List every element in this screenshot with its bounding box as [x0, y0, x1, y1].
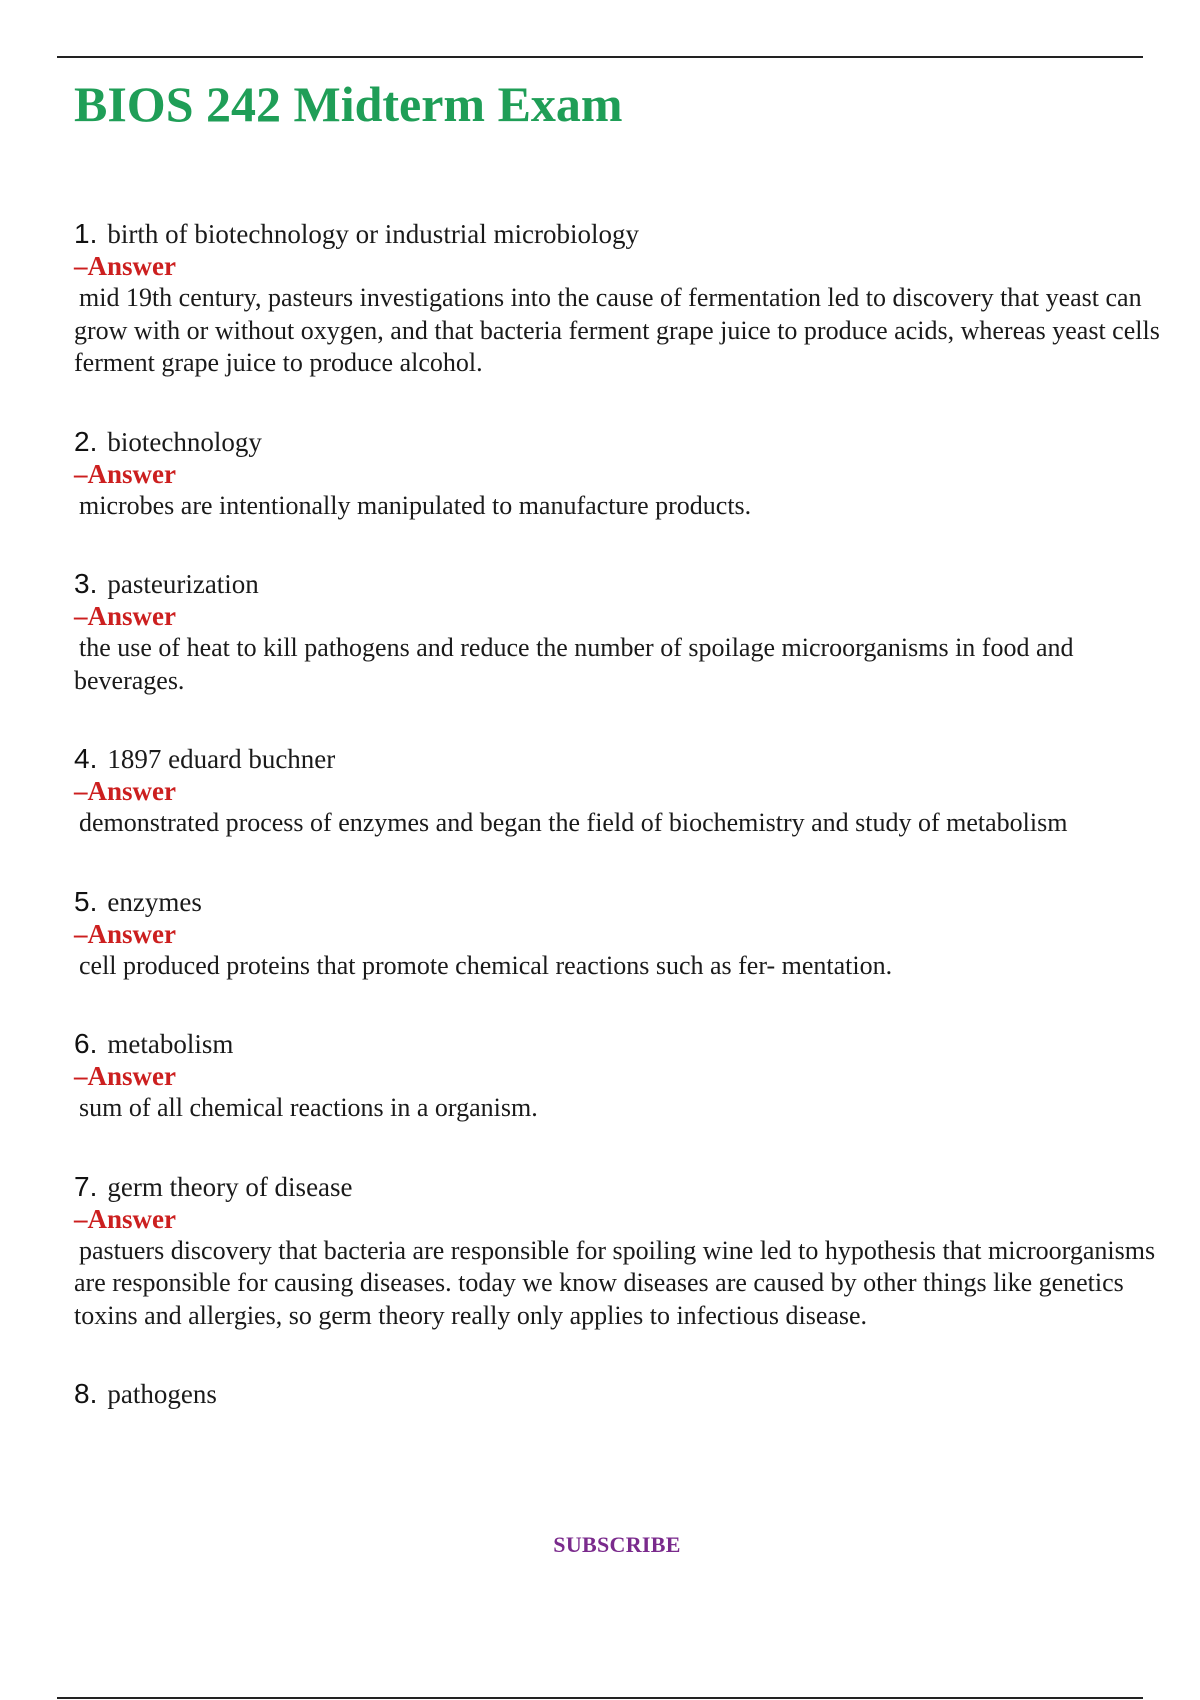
- question-term: germ theory of disease: [107, 1171, 353, 1202]
- answer-label: –Answer: [74, 458, 176, 489]
- question-number: 6.: [74, 1028, 98, 1059]
- question-item: [74, 743, 1164, 840]
- question-header: [74, 886, 1164, 918]
- question-header: [74, 218, 1164, 250]
- answer-label: –Answer: [74, 251, 176, 281]
- question-term: biotechnology: [107, 426, 262, 457]
- page-title: BIOS 242 Midterm Exam: [74, 76, 623, 132]
- question-item: [74, 426, 1164, 523]
- answer-text-content: pastuers discovery that bacteria are responsible for spoiling wine led to hypothesis that microorganisms are responsible for causing diseases. today we know diseases are caused by other things like genetics toxins and allergies, so germ theory really only applies to infectious disease.: [74, 1235, 1156, 1330]
- question-header: [74, 743, 1164, 775]
- answer-text: [74, 632, 1164, 697]
- question-item: [74, 1171, 1164, 1333]
- answer-text: cell produced proteins that promote chemical reactions such as fer- mentation.: [79, 950, 893, 980]
- answer-label: –Answer: [74, 601, 176, 631]
- question-number: 5.: [74, 885, 98, 917]
- answer-label: –Answer: [74, 1203, 176, 1234]
- answer-text: microbes are intentionally manipulated to manufacture products.: [79, 490, 752, 520]
- top-rule: [57, 56, 1143, 58]
- answer-label: –Answer: [74, 776, 176, 806]
- answer-text-content: the use of heat to kill pathogens and reduce the number of spoilage microorganisms in food and beverages.: [74, 633, 1074, 695]
- answer-text: [74, 282, 1164, 380]
- question-number: 2.: [74, 425, 98, 457]
- subscribe-link[interactable]: SUBSCRIBE: [553, 1532, 681, 1557]
- question-header: [74, 1171, 1164, 1203]
- question-number: 7.: [74, 1170, 98, 1202]
- answer-label: –Answer: [74, 1061, 176, 1091]
- question-number: 4.: [74, 743, 98, 774]
- question-header: [74, 1378, 1164, 1410]
- bottom-rule: [57, 1697, 1143, 1699]
- question-header: [74, 568, 1164, 600]
- answer-text-content: mid 19th century, pasteurs investigations into the cause of fermentation led to discovery that yeast can grow with or without oxygen, and that bacteria ferment grape juice to produce acids, whereas yeast cells ferment grape juice to produce alcohol.: [74, 283, 1160, 377]
- question-term: 1897 eduard buchner: [107, 744, 336, 774]
- question-number: 1.: [74, 218, 98, 249]
- question-header: [74, 1028, 1164, 1060]
- answer-text: sum of all chemical reactions in a organism.: [79, 1093, 538, 1122]
- question-item: [74, 218, 1164, 380]
- question-number: 8.: [74, 1378, 98, 1409]
- question-item: [74, 1028, 1164, 1125]
- answer-text: [74, 1235, 1164, 1333]
- question-item: [74, 1378, 1164, 1410]
- question-term: enzymes: [107, 886, 202, 917]
- question-item: [74, 568, 1164, 697]
- question-number: 3.: [74, 568, 98, 599]
- question-header: [74, 426, 1164, 458]
- question-term: pasteurization: [107, 569, 259, 599]
- answer-label: –Answer: [74, 918, 176, 949]
- question-term: birth of biotechnology or industrial microbiology: [107, 219, 640, 249]
- question-term: pathogens: [107, 1379, 217, 1409]
- question-term: metabolism: [107, 1029, 234, 1059]
- answer-text: demonstrated process of enzymes and began the field of biochemistry and study of metabolism: [79, 808, 1068, 837]
- question-list: [74, 218, 1164, 1410]
- question-item: [74, 886, 1164, 983]
